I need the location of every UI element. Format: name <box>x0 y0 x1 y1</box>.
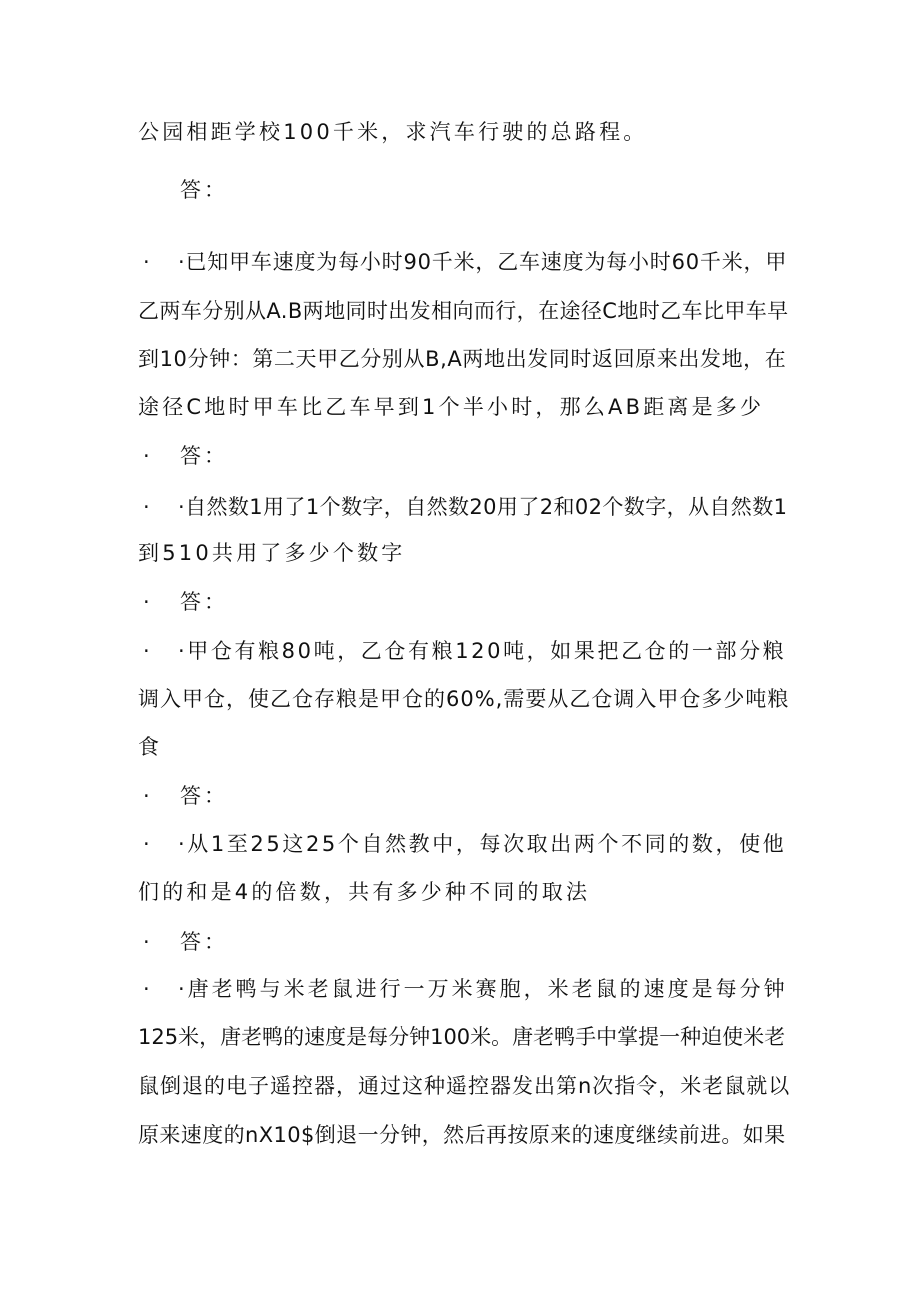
question-3-line-2: 调入甲仓，使乙仓存粮是甲仓的60%,需要从乙仓调入甲仓多少吨粮 <box>138 687 790 711</box>
question-1-answer: 答： <box>180 444 228 468</box>
question-1-line-2: 乙两车分别从A.B两地同时出发相向而行，在途径C地时乙车比甲车早 <box>138 299 789 323</box>
question-1-line-4: 途径C地时甲车比乙车早到1个半小时，那么AB距离是多少 <box>138 395 765 419</box>
question-5-line-2: 125米，唐老鸭的速度是每分钟100米。唐老鸭手中掌提一种迫使米老 <box>138 1025 786 1049</box>
answer-bullet: · <box>143 784 150 808</box>
question-bullet: · <box>143 250 150 274</box>
question-5-line-1: ·唐老鸭与米老鼠进行一万米赛胞，米老鼠的速度是每分钟 <box>178 977 788 1001</box>
question-4-line-1: ·从1至25这25个自然教中，每次取出两个不同的数，使他 <box>178 832 787 856</box>
question-2-line-1: ·自然数1用了1个数字，自然数20用了2和02个数字，从自然数1 <box>178 495 788 519</box>
question-3-line-3: 食 <box>138 735 163 759</box>
answer-bullet: · <box>143 444 150 468</box>
question-5-line-4: 原来速度的nX10$倒退一分钟，然后再按原来的速度继续前进。如果 <box>138 1123 786 1147</box>
question-3-line-1: ·甲仓有粮80吨，乙仓有粮120吨，如果把乙仓的一部分粮 <box>178 639 787 663</box>
question-2-answer: 答： <box>180 590 228 614</box>
question-4-line-2: 们的和是4的倍数，共有多少种不同的取法 <box>138 880 591 904</box>
question-1-line-1: ·已知甲车速度为每小时90千米，乙车速度为每小时60千米，甲 <box>178 250 788 274</box>
question-bullet: · <box>143 832 150 856</box>
question-bullet: · <box>143 495 150 519</box>
question-2-line-2: 到510共用了多少个数字 <box>138 541 406 565</box>
question-5-line-3: 鼠倒退的电子遥控器，通过这种遥控器发出第n次指令，米老鼠就以 <box>138 1074 791 1098</box>
answer-bullet: · <box>143 590 150 614</box>
intro-answer: 答： <box>180 178 228 202</box>
intro-line: 公园相距学校100千米，求汽车行驶的总路程。 <box>138 120 648 144</box>
question-3-answer: 答： <box>180 784 228 808</box>
question-bullet: · <box>143 639 150 663</box>
question-1-line-3: 到10分钟：第二天甲乙分别从B,A两地出发同时返回原来出发地，在 <box>138 347 787 371</box>
answer-bullet: · <box>143 930 150 954</box>
question-4-answer: 答： <box>180 930 228 954</box>
question-bullet: · <box>143 977 150 1001</box>
